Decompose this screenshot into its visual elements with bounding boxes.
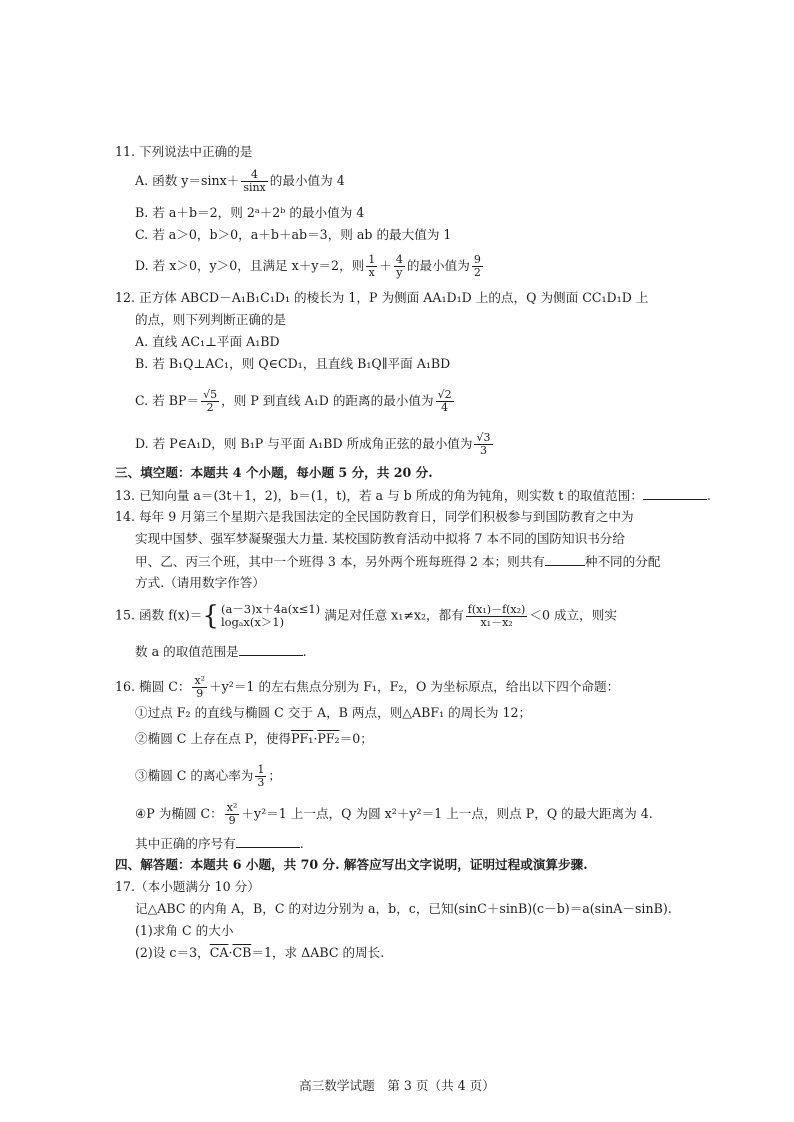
q14-line1: 14. 每年 9 月第三个星期六是我国法定的全民国防教育日，同学们积极参与到国防教育之中为 [115,509,634,524]
q12-stem-line1: 12. 正方体 ABCD－A₁B₁C₁D₁ 的棱长为 1，P 为侧面 AA₁D₁D 上的点，Q 为侧面 CC₁D₁D 上 [115,290,649,305]
q13-answer-blank[interactable] [643,487,707,500]
q14-answer-blank[interactable] [545,553,585,566]
q16-answer-blank[interactable] [236,835,300,848]
q12-option-b: B. 若 B₁Q⊥AC₁，则 Q∈CD₁，且直线 B₁Q∥平面 A₁BD [135,356,451,371]
page-footer: 高三数学试题 第 3 页（共 4 页） [299,1078,495,1093]
q17-line1: 记△ABC 的内角 A，B，C 的对边分别为 a，b，c，已知(sinC＋sinB)(c－b)＝a(sinA－sinB). [135,901,672,916]
section-3-heading: 三、填空题：本题共 4 个小题，每小题 5 分，共 20 分. [115,465,433,480]
q16-proposition-3: ③椭圆 C 的离心率为 $\frac{1}{3}$ ； [135,763,281,789]
q12-option-a: A. 直线 AC₁⊥平面 A₁BD [135,334,280,349]
q13: 13. 已知向量 a＝(3t＋1，2)，b＝(1，t)，若 a 与 b 所成的角为钝角，则实数 t 的取值范围： . [115,488,711,503]
q12-stem-line2: 的点，则下列判断正确的是 [135,312,287,327]
q16-stem: 16. 椭圆 C： $\frac{\text{x²}}{9}$ ＋y²＝1 的左右焦点分别为 F₁，F₂，O 为坐标原点，给出以下四个命题： [115,674,620,700]
q17-head: 17.（本小题满分 10 分） [115,879,260,894]
q15-answer-blank[interactable] [239,643,303,656]
q11-stem: 11. 下列说法中正确的是 [115,144,253,159]
q12-option-c: C. 若 BP＝ $\frac{√5}{2}$ ，则 P 到直线 A₁D 的距离的最小值为 $\frac{√2}{4}$ [135,388,452,414]
q15-line2: 数 a 的取值范围是 . [135,644,307,659]
q14-line2: 实现中国梦、强军梦凝聚强大力量. 某校国防教育活动中拟将 7 本不同的国防知识书分给 [135,531,625,546]
q11-option-c: C. 若 a＞0，b＞0，a＋b＋ab＝3，则 ab 的最大值为 1 [135,227,452,242]
q16-proposition-4: ④P 为椭圆 C： $\frac{\text{x²}}{9}$ ＋y²＝1 上一点，Q 为圆 x²＋y²＝1 上一点，则点 P，Q 的最大距离为 4. [135,801,653,827]
q16-proposition-1: ①过点 F₂ 的直线与椭圆 C 交于 A，B 两点，则△ABF₁ 的周长为 12； [135,705,532,720]
q14-line4: 方式.（请用数字作答） [135,575,265,590]
q17-part1: (1)求角 C 的大小 [135,923,234,938]
section-4-heading: 四、解答题：本题共 6 小题，共 70 分. 解答应写出文字说明，证明过程或演算步骤. [115,857,588,872]
q17-part2: (2)设 c＝3，$\overline{CA}\cdot\overline{CB}=1$，求 ΔABC 的周长. [135,945,385,960]
q11-option-b: B. 若 a＋b＝2，则 2ᵃ＋2ᵇ 的最小值为 4 [135,205,365,220]
q15-line1: 15. 函数 f(x)＝{ (a－3)x＋4a(x≤1) logₐx(x＞1) 满足对任意 x₁≠x₂，都有 $\frac{\text{f(x₁)－f(x₂)}}{\text{x₁－x₂}}$ ＜0 成立，则实 [115,601,617,631]
q11-option-a: A. 函数 y＝sinx＋ $\frac{4}{\sin x}$ 的最小值为 4 [135,168,345,194]
q16-answer-line: 其中正确的序号有 . [135,836,304,851]
q16-proposition-2: ②椭圆 C 上存在点 P，使得PF₁·PF₂＝0； [135,731,373,746]
q14-line3: 甲、乙、丙三个班，其中一个班得 3 本，另外两个班每班得 2 本；则共有 种不同的分配 [135,554,661,569]
q12-option-d: D. 若 P∈A₁D，则 B₁P 与平面 A₁BD 所成角正弦的最小值为 $\frac{√3}{3}$ [135,431,491,457]
q11-option-d: D. 若 x＞0，y＞0，且满足 x＋y＝2，则 $\frac{1}{x}$ ＋ $\frac{4}{y}$ 的最小值为 $\frac{9}{2}$ [135,253,481,279]
